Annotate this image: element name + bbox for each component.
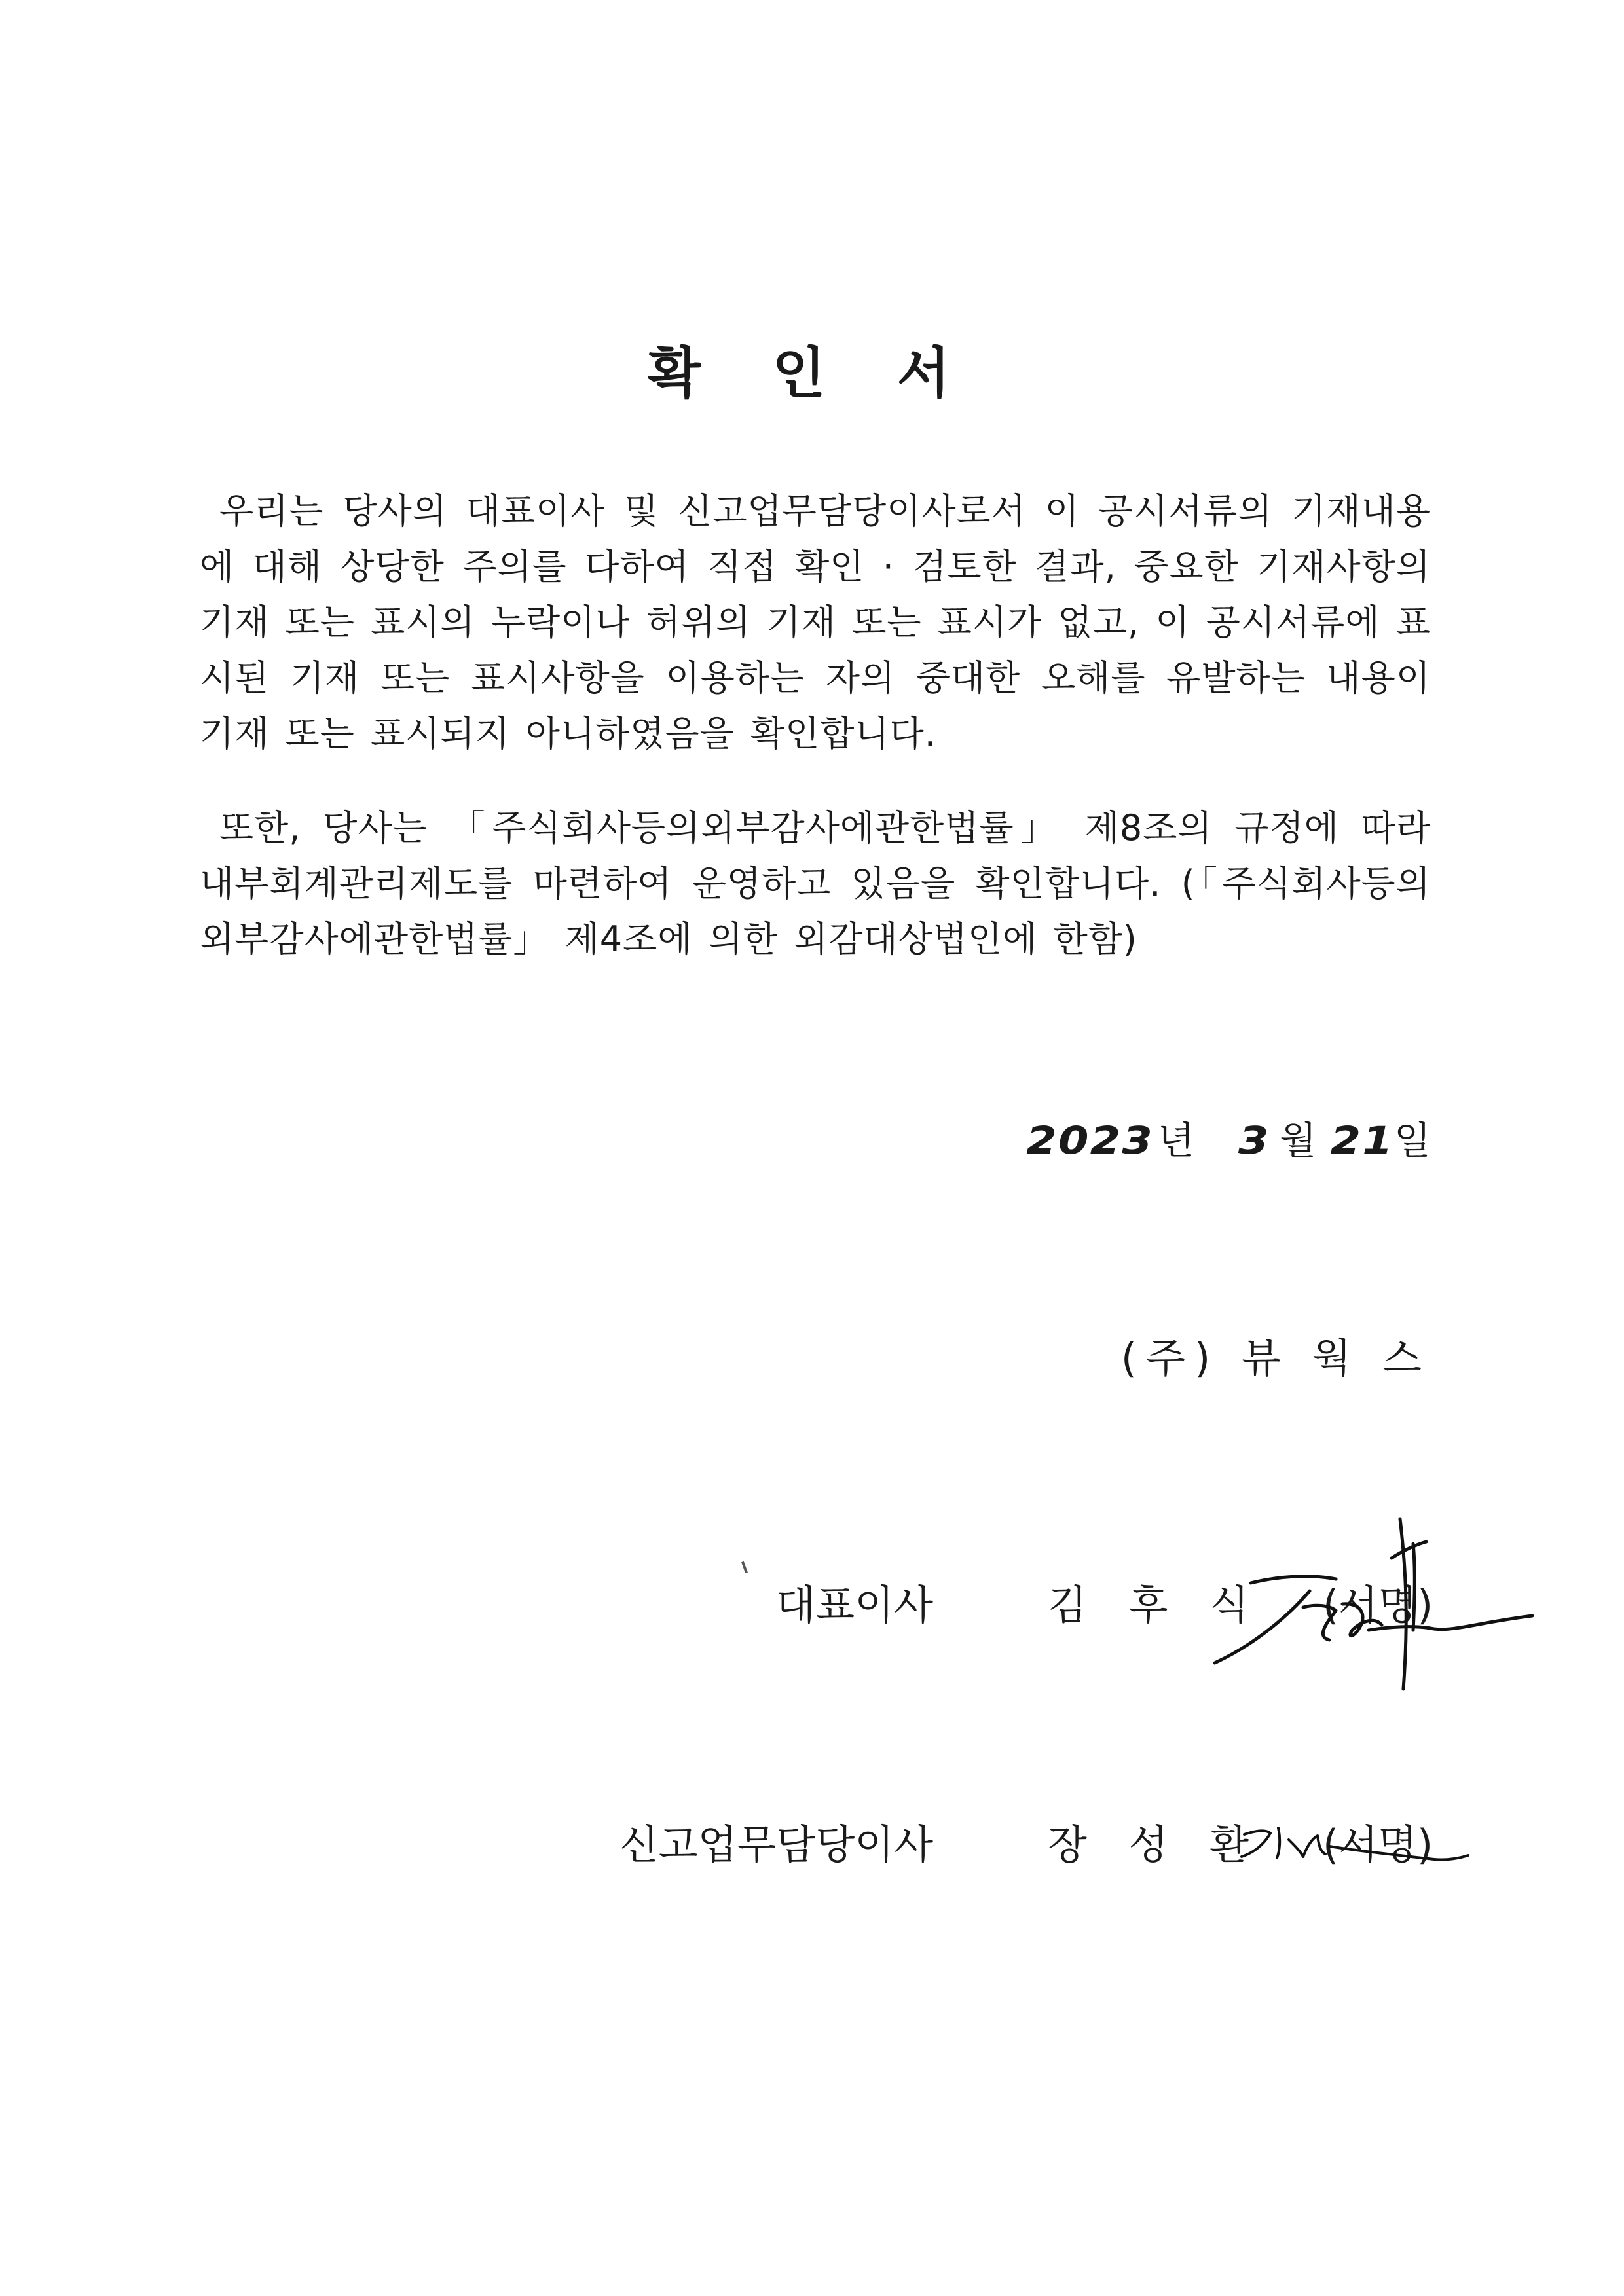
date-year-unit: 년 <box>1157 1118 1194 1163</box>
ceo-seal-label: (서명) <box>1323 1581 1433 1629</box>
internal-control-paragraph-text: 또한, 당사는 「주식회사등의외부감사에관한법률」 제8조의 규정에 따라 내부회계관리제도를 마련하여 운영하고 있음을 확인합니다. (「주식회사등의외부감사에관한법률」 제4조에 의한 외감대상법인에 한함) <box>200 807 1431 960</box>
internal-control-paragraph <box>200 800 1431 967</box>
document-title: 확 인 서 <box>648 341 976 405</box>
date-day-unit: 일 <box>1393 1118 1431 1163</box>
confirmation-paragraph <box>200 483 1431 761</box>
disclosure-officer-handwritten-signature <box>1238 1813 1473 1879</box>
confirmation-paragraph-text: 우리는 당사의 대표이사 및 신고업무담당이사로서 이 공시서류의 기재내용에 대해 상당한 주의를 다하여 직접 확인 · 검토한 결과, 중요한 기재사항의 기재 또는 표시의 누락이나 허위의 기재 또는 표시가 없고, 이 공시서류에 표시된 기재 또는 표시사항을 이용하는 자의 중대한 오해를 유발하는 내용이 기재 또는 표시되지 아니하였음을 확인합니다. <box>200 490 1431 754</box>
date-day: 21 <box>1330 1118 1395 1163</box>
date-month: 3 <box>1238 1118 1270 1163</box>
company-name: (주) 뷰 웍 스 <box>1120 1334 1431 1382</box>
disclosure-officer-role: 신고업무담당이사 <box>619 1821 933 1868</box>
stray-mark <box>741 1561 748 1573</box>
ceo-role: 대표이사 <box>776 1581 933 1629</box>
date-year: 2023 <box>1026 1118 1154 1163</box>
ceo-handwritten-signature <box>1205 1506 1545 1702</box>
disclosure-officer-name: 장 성 환 <box>1048 1821 1264 1868</box>
date-month-unit: 월 <box>1280 1118 1317 1163</box>
signing-date <box>1026 1113 1431 1169</box>
ceo-name: 김 후 식 <box>1048 1581 1264 1629</box>
disclosure-officer-seal-label: (서명) <box>1323 1821 1433 1868</box>
